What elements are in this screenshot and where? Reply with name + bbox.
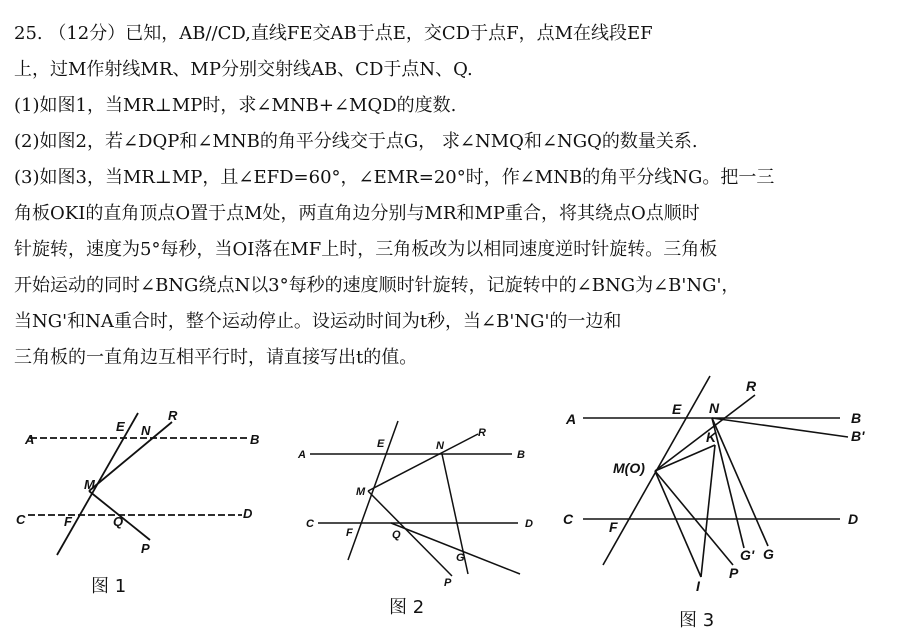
fig2-label-r: R (478, 427, 486, 439)
fig3-label-k: K (706, 429, 717, 445)
fig2-label-b: B (517, 449, 525, 461)
fig3-line-mp (655, 471, 733, 565)
fig2-bisector-qg (391, 523, 520, 574)
figure-1-labels (16, 408, 259, 556)
fig3-label-a: A (566, 411, 577, 427)
figure-1 (28, 413, 250, 555)
problem-line-6: 角板OKI的直角顶点O置于点M处，两直角边分别与MR和MP重合，将其绕点O点顺时 (14, 203, 700, 224)
fig1-caption: 图 1 (91, 576, 127, 597)
fig1-label-c: C (16, 512, 26, 527)
problem-line-4: (2)如图2，若∠DQP和∠MNB的角平分线交于点G， 求∠NMQ和∠NGQ的数量关系. (14, 131, 698, 152)
problem-line-7: 针旋转，速度为5°每秒，当OI落在MF上时，三角板改为以相同速度逆时针旋转。三角板 (14, 239, 718, 260)
fig3-label-i: I (696, 578, 700, 594)
fig1-label-a: A (25, 432, 35, 447)
problem-line-9: 当NG'和NA重合时，整个运动停止。设运动时间为t秒，当∠B'NG'的一边和 (14, 311, 622, 332)
fig2-label-p: P (444, 577, 452, 589)
fig2-label-d: D (525, 518, 533, 530)
fig1-label-m: M (84, 477, 95, 492)
fig3-label-r: R (746, 378, 757, 394)
fig1-label-e: E (116, 419, 125, 434)
fig3-ray-mr (655, 395, 755, 471)
fig3-line-nb2 (712, 418, 848, 437)
fig2-label-q: Q (392, 529, 401, 541)
fig1-ray-mr (89, 422, 172, 491)
problem-line-8: 开始运动的同时∠BNG绕点N以3°每秒的速度顺时针旋转，记旋转中的∠BNG为∠B'NG'， (14, 275, 740, 296)
fig1-label-n: N (141, 423, 151, 438)
problem-line-2: 上，过M作射线MR、MP分别交射线AB、CD于点N、Q. (14, 59, 473, 80)
problem-line-5: (3)如图3，当MR⊥MP，且∠EFD=60°，∠EMR=20°时，作∠MNB的角平分线NG。把一三 (14, 167, 775, 188)
fig2-label-n: N (436, 440, 444, 452)
fig2-label-e: E (377, 438, 385, 450)
fig1-label-r: R (168, 408, 178, 423)
fig3-label-f: F (609, 519, 618, 535)
fig2-label-g: G (456, 552, 465, 564)
fig1-label-d: D (243, 506, 253, 521)
fig3-line-ki (701, 445, 715, 577)
fig3-label-g2: G' (740, 547, 755, 563)
fig1-label-q: Q (113, 514, 124, 529)
fig3-label-n: N (709, 400, 720, 416)
fig2-ray-mp (368, 491, 452, 576)
fig2-ray-mr (368, 434, 478, 491)
fig3-label-d: D (848, 511, 859, 527)
figure-3-labels (563, 378, 865, 594)
fig3-label-p: P (729, 565, 739, 581)
problem-line-10: 三角板的一直角边互相平行时，请直接写出t的值。 (14, 347, 418, 368)
fig3-line-ng2 (712, 418, 744, 548)
fig3-label-e: E (672, 401, 682, 417)
fig2-label-a: A (298, 449, 306, 461)
fig3-line-mi (655, 471, 701, 577)
fig2-label-f: F (346, 527, 353, 539)
figure-2 (310, 421, 520, 576)
fig2-label-c: C (306, 518, 314, 530)
fig3-caption: 图 3 (679, 610, 715, 631)
fig3-line-ng (712, 418, 768, 546)
fig3-label-m: M(O) (613, 460, 645, 476)
fig3-label-b: B (851, 410, 862, 426)
fig3-label-c: C (563, 511, 574, 527)
problem-line-1: 25. （12分）已知，AB//CD,直线FE交AB于点E，交CD于点F，点M在线段EF (14, 23, 653, 44)
fig1-label-f: F (64, 514, 72, 529)
fig1-label-b: B (250, 432, 260, 447)
problem-line-3: (1)如图1，当MR⊥MP时，求∠MNB+∠MQD的度数. (14, 95, 457, 116)
fig1-label-p: P (141, 541, 150, 556)
fig3-label-g: G (763, 546, 774, 562)
fig2-label-m: M (356, 486, 366, 498)
fig3-label-b2: B' (851, 428, 865, 444)
fig2-caption: 图 2 (389, 597, 425, 618)
